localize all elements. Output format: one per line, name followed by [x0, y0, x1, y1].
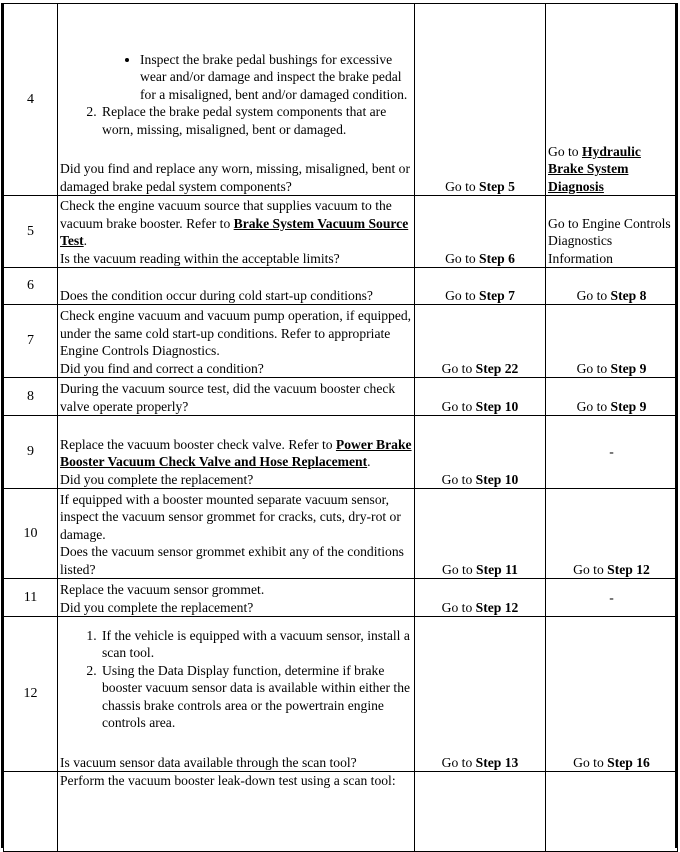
no-cell: Go to Step 12	[546, 489, 678, 579]
action-cell: Replace the vacuum sensor grommet. Did you complete the replacement?	[58, 579, 415, 617]
yes-step-link[interactable]: Step 7	[479, 287, 515, 303]
table-row-step-9	[4, 416, 678, 489]
yes-cell: Go to Step 13	[415, 617, 546, 772]
action-cell: Perform the vacuum booster leak-down test using a scan tool:	[58, 772, 415, 852]
action-cell: Check the engine vacuum source that supplies vacuum to the vacuum brake booster. Refer to Brake System Vacuum Source Test. Is the vacuum reading within the acceptable limits?	[58, 196, 415, 268]
question-text: Is vacuum sensor data available through the scan tool?	[60, 754, 357, 770]
no-cell: Go to Step 9	[546, 378, 678, 416]
yes-step-link[interactable]: Step 12	[475, 599, 519, 615]
question-text: Does the vacuum sensor grommet exhibit any of the conditions listed?	[60, 544, 404, 577]
no-step-link[interactable]: Step 8	[610, 287, 647, 303]
numbered-list	[60, 627, 412, 732]
table-row-step-5	[4, 196, 678, 268]
yes-step-link[interactable]: Step 22	[475, 360, 519, 376]
table-row-step-6	[4, 268, 678, 305]
numbered-item: 1. If the vehicle is equipped with a vacuum sensor, install a scan tool.	[100, 627, 412, 662]
table-row-step-12	[4, 617, 678, 772]
question-text: Does the condition occur during cold start-up conditions?	[60, 287, 373, 303]
numbered-item: 2. Using the Data Display function, determine if brake booster vacuum sensor data is available within either the chassis brake controls area or the powertrain engine controls area.	[100, 662, 412, 732]
table-row-step-11	[4, 579, 678, 617]
yes-step-link[interactable]: Step 10	[475, 398, 519, 414]
bullet-list	[60, 51, 412, 104]
yes-cell: Go to Step 5	[415, 4, 546, 196]
yes-step-link[interactable]: Step 6	[479, 250, 515, 266]
no-cell: Go to Step 16	[546, 617, 678, 772]
table-row-step-10	[4, 489, 678, 579]
action-link[interactable]: Brake System Vacuum Source Test	[60, 215, 409, 248]
no-link[interactable]: Hydraulic Brake System Diagnosis	[548, 143, 641, 194]
no-cell: -	[546, 416, 678, 489]
table-row-step-8	[4, 378, 678, 416]
action-cell	[58, 4, 415, 196]
numbered-item: 2. Replace the brake pedal system components that are worn, missing, misaligned, bent or damaged.	[100, 103, 412, 138]
no-cell: -	[546, 579, 678, 617]
yes-step-link[interactable]: Step 5	[479, 178, 515, 194]
action-link[interactable]: Power Brake Booster Vacuum Check Valve and Hose Replacement	[60, 436, 412, 469]
question-text: Is the vacuum reading within the acceptable limits?	[60, 250, 340, 266]
no-step-link[interactable]: Step 12	[607, 561, 650, 577]
yes-step-link[interactable]: Step 10	[475, 471, 519, 487]
diagnostic-table	[3, 3, 678, 852]
no-step-link[interactable]: Step 9	[610, 360, 647, 376]
table-row-step-7	[4, 305, 678, 378]
question-text: During the vacuum source test, did the vacuum booster check valve operate properly?	[60, 381, 396, 414]
question-text: Did you complete the replacement?	[60, 599, 254, 615]
no-step-link[interactable]: Step 9	[610, 398, 647, 414]
question-text: Did you complete the replacement?	[60, 471, 254, 487]
yes-cell: Go to Step 10	[415, 416, 546, 489]
question-text: Did you find and correct a condition?	[60, 360, 264, 376]
table-row-step-13	[4, 772, 678, 852]
table-row-step-4	[4, 4, 678, 196]
step-number: 4	[4, 4, 58, 196]
step-number	[4, 772, 58, 852]
step-number: 6	[4, 268, 58, 305]
step-number: 10	[4, 489, 58, 579]
step-number: 11	[4, 579, 58, 617]
no-cell: Go to Hydraulic Brake System Diagnosis	[546, 4, 678, 196]
action-cell: Check engine vacuum and vacuum pump operation, if equipped, under the same cold start-up conditions. Refer to appropriate Engine Controls Diagnostics. Did you find and correct a condition?	[58, 305, 415, 378]
step-number: 7	[4, 305, 58, 378]
no-step-link[interactable]: Step 16	[607, 754, 650, 770]
action-cell	[58, 617, 415, 772]
step-number: 9	[4, 416, 58, 489]
yes-step-link[interactable]: Step 13	[475, 754, 519, 770]
action-cell	[58, 268, 415, 305]
yes-cell: Go to Step 10	[415, 378, 546, 416]
action-cell: If equipped with a booster mounted separate vacuum sensor, inspect the vacuum sensor grommet for cracks, cuts, dry-rot or damage. Does the vacuum sensor grommet exhibit any of the conditions listed?	[58, 489, 415, 579]
numbered-list	[60, 103, 412, 138]
no-cell[interactable]: Go to Engine Controls Diagnostics Information	[546, 196, 678, 268]
yes-cell: Go to Step 11	[415, 489, 546, 579]
action-cell: Replace the vacuum booster check valve. Refer to Power Brake Booster Vacuum Check Valve and Hose Replacement. Did you complete the replacement?	[58, 416, 415, 489]
yes-cell: Go to Step 6	[415, 196, 546, 268]
yes-cell: Go to Step 22	[415, 305, 546, 378]
bullet-item: • Inspect the brake pedal bushings for excessive wear and/or damage and inspect the brake pedal for a misaligned, bent and/or damaged condition.	[140, 51, 412, 104]
yes-cell: Go to Step 12	[415, 579, 546, 617]
yes-cell	[415, 772, 546, 852]
question-text: Did you find and replace any worn, missing, misaligned, bent or damaged brake pedal system components?	[60, 161, 410, 194]
no-cell: Go to Step 8	[546, 268, 678, 305]
yes-step-link[interactable]: Step 11	[476, 561, 518, 577]
no-cell	[546, 772, 678, 852]
no-cell: Go to Step 9	[546, 305, 678, 378]
step-number: 12	[4, 617, 58, 772]
action-cell	[58, 378, 415, 416]
step-number: 5	[4, 196, 58, 268]
step-number: 8	[4, 378, 58, 416]
yes-cell: Go to Step 7	[415, 268, 546, 305]
